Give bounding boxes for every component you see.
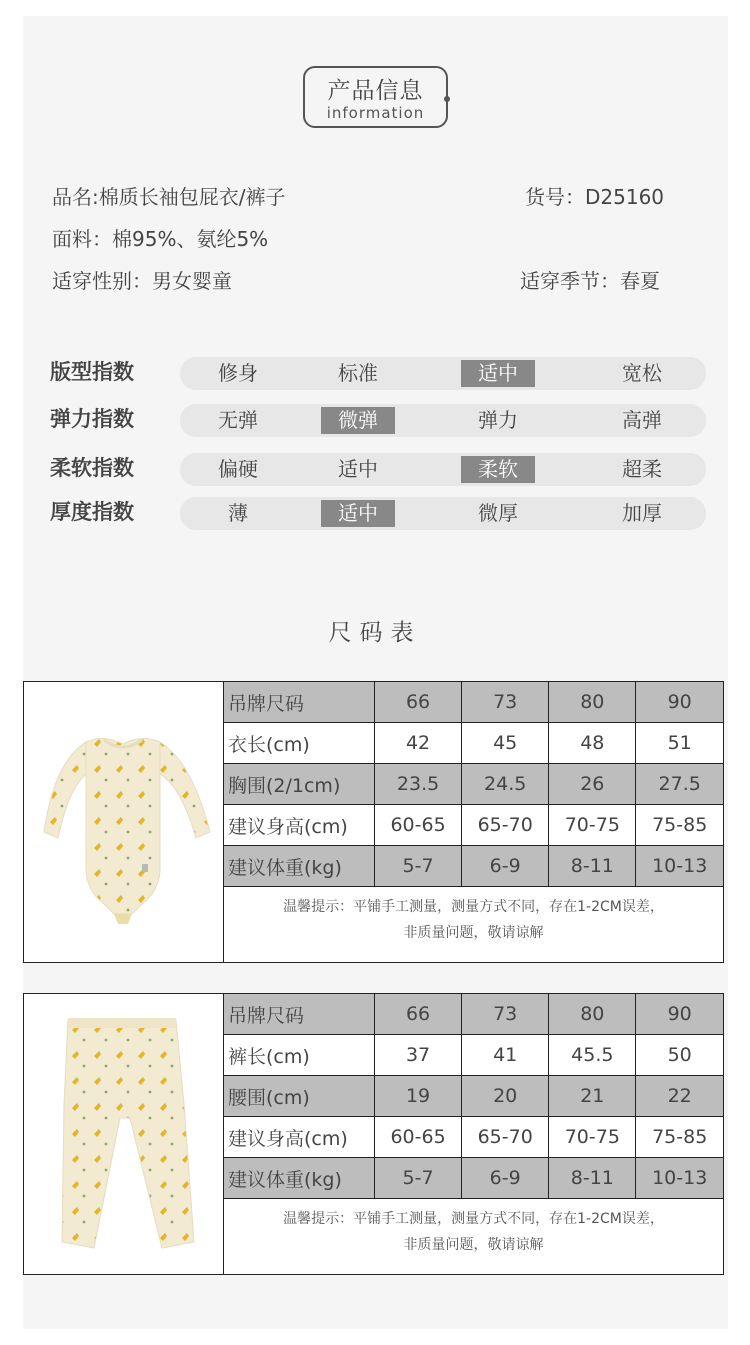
size-grid-bodysuit <box>223 682 723 953</box>
row-label: 建议体重(kg) <box>224 1158 375 1199</box>
size-value: 10-13 <box>636 1158 723 1199</box>
size-value: 73 <box>462 682 549 723</box>
index-option: 高弹 <box>622 408 662 432</box>
size-value: 75-85 <box>636 805 723 846</box>
size-value: 37 <box>375 1035 462 1076</box>
row-label: 建议身高(cm) <box>224 805 375 846</box>
size-value: 70-75 <box>549 805 636 846</box>
size-value: 90 <box>636 682 723 723</box>
bodysuit-image <box>24 682 224 962</box>
size-value: 6-9 <box>462 846 549 887</box>
row-label: 衣长(cm) <box>224 723 375 764</box>
row-label: 建议体重(kg) <box>224 846 375 887</box>
size-grid-pants <box>223 994 723 1265</box>
size-value: 80 <box>549 994 636 1035</box>
table-row <box>224 1158 724 1199</box>
index-option-selected: 微弹 <box>321 407 395 434</box>
index-scale-bar <box>180 357 706 390</box>
size-value: 65-70 <box>462 1117 549 1158</box>
product-name: 品名:棉质长袖包屁衣/裤子 <box>52 185 286 209</box>
size-value: 6-9 <box>462 1158 549 1199</box>
index-option: 加厚 <box>622 501 662 525</box>
index-label: 厚度指数 <box>50 500 134 524</box>
size-value: 48 <box>549 723 636 764</box>
table-row <box>224 846 724 887</box>
index-scale-bar <box>180 497 706 530</box>
size-value: 45 <box>462 723 549 764</box>
product-fabric: 面料：棉95%、氨纶5% <box>52 227 269 251</box>
note-line: 温馨提示：平铺手工测量，测量方式不同，存在1-2CM误差， <box>283 1211 664 1227</box>
product-gender: 适穿性别：男女婴童 <box>52 269 232 293</box>
index-option: 标准 <box>338 361 378 385</box>
index-option: 超柔 <box>622 457 662 481</box>
badge-dot <box>444 96 450 102</box>
note-line: 温馨提示：平铺手工测量，测量方式不同，存在1-2CM误差， <box>283 899 664 915</box>
size-value: 23.5 <box>375 764 462 805</box>
size-value: 21 <box>549 1076 636 1117</box>
size-value: 65-70 <box>462 805 549 846</box>
size-value: 50 <box>636 1035 723 1076</box>
size-value: 42 <box>375 723 462 764</box>
row-label: 建议身高(cm) <box>224 1117 375 1158</box>
size-table-pants <box>23 993 724 1275</box>
pants-illustration <box>24 994 223 1274</box>
product-code: 货号：D25160 <box>525 185 665 209</box>
table-row <box>224 1117 724 1158</box>
size-value: 80 <box>549 682 636 723</box>
note-line: 非质量问题，敬请谅解 <box>403 925 544 941</box>
page-title: 产品信息 <box>327 78 424 104</box>
index-option-selected: 柔软 <box>461 456 535 483</box>
note-line: 非质量问题，敬请谅解 <box>403 1237 544 1253</box>
index-scale-bar <box>180 453 706 486</box>
table-row <box>224 723 724 764</box>
size-value: 73 <box>462 994 549 1035</box>
index-option: 偏硬 <box>218 457 258 481</box>
table-row <box>224 1076 724 1117</box>
index-option: 弹力 <box>478 408 518 432</box>
size-value: 5-7 <box>375 846 462 887</box>
index-option: 无弹 <box>218 408 258 432</box>
row-label: 腰围(cm) <box>224 1076 375 1117</box>
index-option: 适中 <box>338 457 378 481</box>
table-row <box>224 805 724 846</box>
table-row <box>224 764 724 805</box>
size-value: 66 <box>375 682 462 723</box>
index-option: 微厚 <box>478 501 518 525</box>
size-value: 66 <box>375 994 462 1035</box>
bodysuit-illustration <box>24 682 223 962</box>
size-value: 27.5 <box>636 764 723 805</box>
index-option: 修身 <box>218 361 258 385</box>
table-row <box>224 994 724 1035</box>
size-value: 60-65 <box>375 805 462 846</box>
size-value: 41 <box>462 1035 549 1076</box>
size-value: 70-75 <box>549 1117 636 1158</box>
row-label: 吊牌尺码 <box>224 682 375 723</box>
size-value: 51 <box>636 723 723 764</box>
size-value: 24.5 <box>462 764 549 805</box>
size-value: 45.5 <box>549 1035 636 1076</box>
note-row <box>224 887 724 954</box>
size-value: 60-65 <box>375 1117 462 1158</box>
index-option-selected: 适中 <box>321 500 395 527</box>
pants-image <box>24 994 224 1274</box>
row-label: 吊牌尺码 <box>224 994 375 1035</box>
index-label: 柔软指数 <box>50 456 134 480</box>
size-value: 8-11 <box>549 1158 636 1199</box>
size-value: 10-13 <box>636 846 723 887</box>
index-label: 版型指数 <box>50 360 134 384</box>
row-label: 裤长(cm) <box>224 1035 375 1076</box>
index-option: 薄 <box>228 501 248 525</box>
note-row <box>224 1199 724 1266</box>
index-scale-bar <box>180 404 706 437</box>
size-value: 19 <box>375 1076 462 1117</box>
size-table-bodysuit <box>23 681 724 963</box>
size-value: 75-85 <box>636 1117 723 1158</box>
title-badge <box>303 66 448 128</box>
size-value: 20 <box>462 1076 549 1117</box>
measurement-note <box>224 887 724 954</box>
table-row <box>224 1035 724 1076</box>
size-value: 26 <box>549 764 636 805</box>
row-label: 胸围(2/1cm) <box>224 764 375 805</box>
table-row <box>224 682 724 723</box>
measurement-note <box>224 1199 724 1266</box>
index-label: 弹力指数 <box>50 407 134 431</box>
size-value: 22 <box>636 1076 723 1117</box>
size-value: 5-7 <box>375 1158 462 1199</box>
size-value: 8-11 <box>549 846 636 887</box>
index-option-selected: 适中 <box>461 360 535 387</box>
size-value: 90 <box>636 994 723 1035</box>
index-option: 宽松 <box>622 361 662 385</box>
size-chart-title: 尺码表 <box>328 620 422 646</box>
page-subtitle: information <box>326 104 425 122</box>
product-season: 适穿季节：春夏 <box>520 269 660 293</box>
